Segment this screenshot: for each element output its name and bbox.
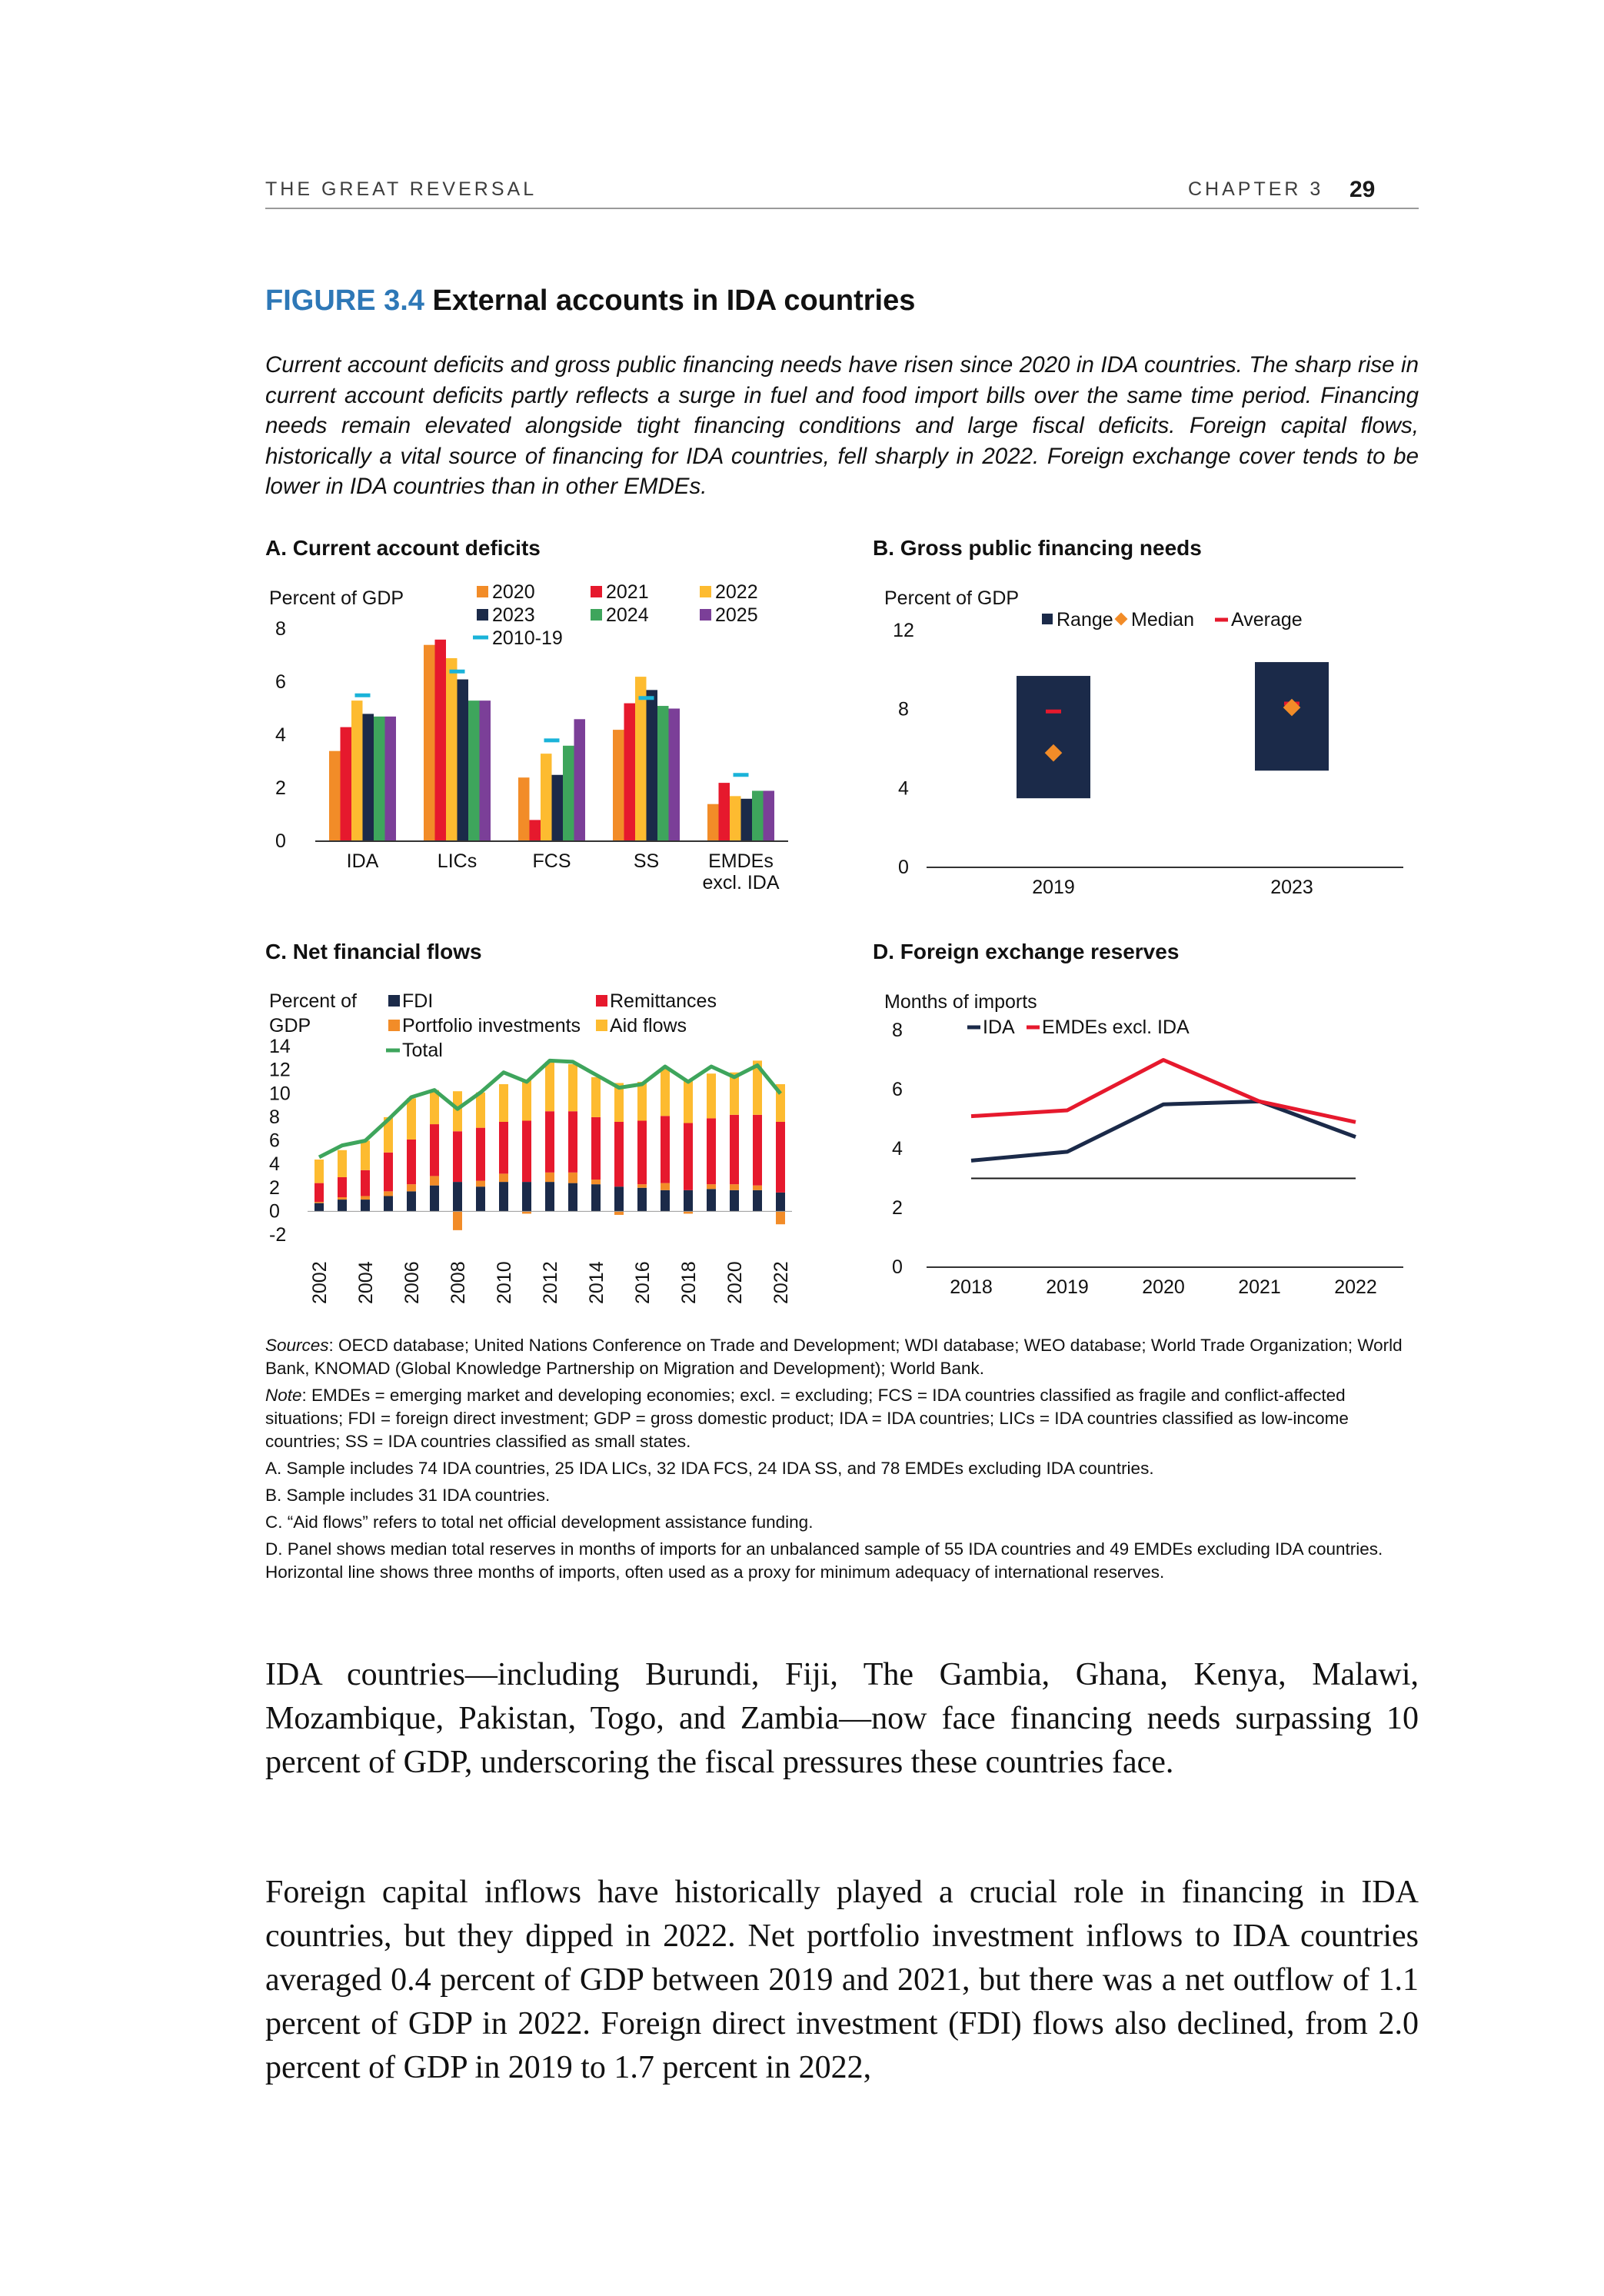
panel-c-ytick: 12	[269, 1059, 291, 1081]
sources-note: Sources: OECD database; United Nations Conference on Trade and Development; WDI database; WEO database; World Trade Organization; World Bank, KNOMAD (Global Knowledge Partnership on Migration and Development); World Bank.	[265, 1336, 1403, 1378]
panel-a-xtick: LICs	[437, 850, 478, 872]
panel-c-bar-fdi	[430, 1186, 439, 1212]
panel-c-bar-remittances	[730, 1115, 739, 1184]
panel-c-bar-fdi	[453, 1182, 462, 1211]
panel-c-bar-remittances	[338, 1177, 347, 1197]
panel-b-legend-label: Median	[1131, 609, 1194, 631]
panel-c-bar-aid-flows	[637, 1082, 647, 1121]
panel-c-bar-fdi	[407, 1191, 416, 1211]
panel-a-xtick: SS	[633, 850, 660, 872]
panel-c-legend-swatch-fdi	[388, 995, 400, 1007]
panel-b-range-2023	[1255, 662, 1329, 770]
panel-c-legend-label: Aid flows	[610, 1015, 687, 1037]
panel-d-xtick: 2022	[1334, 1276, 1377, 1298]
panel-c-bar-fdi	[661, 1190, 670, 1212]
panel-a-bar-2024	[563, 746, 574, 841]
panel-a-ytick: 6	[275, 671, 286, 693]
panel-b-ytick: 12	[893, 620, 914, 641]
panel-c-bar-fdi	[707, 1189, 716, 1211]
figure-notes	[265, 1334, 1419, 1588]
panel-c-ytick: 2	[269, 1176, 280, 1199]
panel-d-xtick: 2021	[1238, 1276, 1281, 1298]
panel-a-legend-label: 2022	[715, 581, 758, 603]
panel-c-bar-remittances	[545, 1111, 554, 1173]
panel-c-bar-portfolio-investments	[753, 1186, 762, 1190]
panel-b-legend-label: Range	[1057, 609, 1113, 631]
panel-c-bar-remittances	[753, 1115, 762, 1186]
panel-c-bar-fdi	[314, 1203, 324, 1212]
panel-c-xtick: 2004	[355, 1261, 377, 1304]
panel-c-xtick: 2008	[448, 1261, 469, 1304]
panel-d-ytick: 4	[892, 1138, 903, 1160]
panel-c-bar-portfolio-investments	[730, 1184, 739, 1190]
panel-b-legend-swatch-range	[1042, 614, 1053, 624]
panel-c-legend-label: Remittances	[610, 990, 717, 1012]
panel-c-xtick: 2018	[678, 1261, 700, 1304]
panel-c-bar-aid-flows	[407, 1098, 416, 1140]
panel-c-xtick: 2010	[494, 1261, 515, 1304]
figure-label: FIGURE 3.4	[265, 285, 424, 317]
panel-d-legend-label: EMDEs excl. IDA	[1042, 1017, 1190, 1038]
panel-a-bar-2022	[730, 796, 741, 841]
panel-a-current-account-deficits	[254, 531, 807, 915]
panel-c-bar-fdi	[684, 1190, 693, 1212]
panel-c-bar-fdi	[361, 1200, 370, 1211]
panel-c-bar-aid-flows	[568, 1064, 577, 1111]
panel-c-xtick: 2022	[770, 1261, 792, 1304]
panel-a-ylabel: Percent of GDP	[269, 587, 404, 609]
panel-b-ytick: 4	[898, 777, 909, 800]
panel-c-ylabel: Percent of	[269, 990, 357, 1012]
panel-c-bar-remittances	[637, 1120, 647, 1184]
panel-a-xtick: IDA	[346, 850, 379, 872]
panel-a-ytick: 2	[275, 777, 286, 799]
panel-a-legend-label: 2024	[606, 604, 649, 626]
panel-a-xtick: EMDEs	[708, 850, 774, 872]
panel-c-bar-portfolio-investments	[661, 1183, 670, 1190]
panel-c-xtick: 2012	[540, 1261, 561, 1304]
panel-c-bar-remittances	[453, 1131, 462, 1182]
panel-c-legend-label: FDI	[402, 990, 434, 1012]
panel-a-bar-2020	[613, 730, 624, 841]
panel-c-bar-portfolio-investments	[591, 1180, 601, 1184]
panel-c-bar-fdi	[730, 1190, 739, 1212]
panel-b-xtick: 2019	[1032, 877, 1075, 898]
panel-a-bar-2024	[752, 790, 764, 841]
note-panel-a: A. Sample includes 74 IDA countries, 25 IDA LICs, 32 IDA FCS, 24 IDA SS, and 78 EMDEs excluding IDA countries.	[265, 1459, 1154, 1478]
panel-b-title: B. Gross public financing needs	[873, 536, 1202, 560]
panel-c-ytick: 4	[269, 1153, 280, 1176]
panel-c-ytick: 10	[269, 1083, 291, 1105]
panel-c-bar-remittances	[361, 1170, 370, 1196]
panel-c-bar-aid-flows	[430, 1090, 439, 1124]
panel-c-bar-fdi	[338, 1200, 347, 1211]
page-number: 29	[1349, 177, 1376, 202]
panel-b-legend-label: Average	[1231, 609, 1303, 631]
panel-a-bar-2021	[624, 704, 636, 841]
panel-d-ytick: 2	[892, 1197, 903, 1219]
body-paragraph-1: IDA countries—including Burundi, Fiji, The Gambia, Ghana, Kenya, Malawi, Mozambique, Pakistan, Togo, and Zambia—now face financing needs surpassing 10 percent of GDP, underscoring the fiscal pressures these countries face.	[265, 1657, 1419, 1780]
panel-a-bar-2023	[458, 680, 469, 841]
panel-c-ytick: 8	[269, 1106, 280, 1128]
panel-c-bar-fdi	[384, 1196, 393, 1211]
panel-c-bar-portfolio-investments	[407, 1184, 416, 1191]
running-header-title: THE GREAT REVERSAL	[265, 178, 537, 200]
panel-b-gross-public-financing-needs	[857, 531, 1419, 915]
panel-c-legend-swatch-remittances	[596, 995, 607, 1007]
panel-c-legend-swatch-portfolio	[388, 1020, 400, 1031]
panel-c-xtick: 2014	[586, 1261, 607, 1304]
panel-c-legend-label: Portfolio investments	[402, 1015, 581, 1037]
panel-c-xtick: 2016	[632, 1261, 654, 1304]
panel-a-bar-2022	[541, 754, 552, 841]
panel-a-legend-swatch-2024	[591, 609, 602, 621]
panel-a-title: A. Current account deficits	[265, 536, 541, 560]
note-panel-b: B. Sample includes 31 IDA countries.	[265, 1486, 551, 1505]
panel-c-net-financial-flows	[254, 934, 807, 1319]
panel-c-bar-aid-flows	[476, 1093, 485, 1128]
panel-c-bar-remittances	[384, 1153, 393, 1192]
panel-c-bar-portfolio-investments	[430, 1176, 439, 1185]
panel-c-bar-fdi	[545, 1182, 554, 1211]
panel-a-bar-2022	[635, 677, 647, 841]
panel-c-bar-fdi	[522, 1182, 531, 1211]
running-header	[265, 177, 1419, 209]
panel-b-ylabel: Percent of GDP	[884, 587, 1020, 609]
definitions-note: Note: EMDEs = emerging market and developing economies; excl. = excluding; FCS = IDA countries classified as fragile and conflict-affected situations; FDI = foreign direct investment; GDP = gross domestic product; IDA = IDA countries; LICs = IDA countries classified as low-income countries; SS = IDA countries classified as small states.	[265, 1386, 1349, 1451]
panel-c-ytick: 0	[269, 1200, 280, 1223]
panel-a-legend-swatch-2023	[477, 609, 488, 621]
panel-d-ytick: 0	[892, 1256, 903, 1278]
panel-a-legend-swatch-2021	[591, 586, 602, 597]
panel-a-bar-2022	[446, 658, 458, 841]
panel-d-ylabel: Months of imports	[884, 991, 1037, 1013]
panel-a-bar-2023	[647, 690, 658, 841]
panel-a-ytick: 8	[275, 618, 286, 640]
panel-c-bar-remittances	[591, 1117, 601, 1180]
panel-b-legend-swatch-median	[1115, 613, 1128, 626]
panel-b-ytick: 0	[898, 857, 909, 878]
panel-d-xtick: 2019	[1046, 1276, 1089, 1298]
panel-c-bar-remittances	[407, 1140, 416, 1184]
panel-a-bar-2023	[363, 714, 374, 841]
panel-d-ytick: 8	[892, 1020, 903, 1041]
panel-c-bar-aid-flows	[591, 1077, 601, 1117]
panel-c-bar-aid-flows	[453, 1091, 462, 1131]
panel-c-ylabel: GDP	[269, 1015, 311, 1037]
panel-c-bar-portfolio-investments	[545, 1173, 554, 1182]
panel-a-legend-swatch-2020	[477, 586, 488, 597]
panel-c-bar-portfolio-investments	[499, 1173, 508, 1182]
panel-a-bar-2022	[351, 700, 363, 841]
figure-title	[265, 285, 915, 318]
body-paragraph-2: Foreign capital inflows have historically played a crucial role in financing in IDA countries, but they dipped in 2022. Net portfolio investment inflows to IDA countries averaged 0.4 percent of GDP between 2019 and 2021, but there was a net outflow of 1.1 percent of GDP in 2022. Foreign direct investment (FDI) flows also declined, from 2.0 percent of GDP in 2019 to 1.7 percent in 2022,	[265, 1875, 1419, 2085]
figure-caption: Current account deficits and gross public financing needs have risen since 2020 in IDA countries. The sharp rise in current account deficits partly reflects a surge in fuel and food import bills over the same time period. Financing needs remain elevated alongside tight financing conditions and large fiscal deficits. Foreign capital flows, historically a vital source of financing for IDA countries, fell sharply in 2022. Foreign exchange cover tends to be lower in IDA countries than in other EMDEs.	[265, 352, 1419, 499]
panel-c-bar-fdi	[568, 1183, 577, 1212]
panel-c-bar-portfolio-investments	[614, 1211, 624, 1215]
figure-title-text: External accounts in IDA countries	[432, 285, 916, 317]
panel-d-foreign-exchange-reserves	[857, 934, 1419, 1319]
panel-c-legend-label: Total	[402, 1040, 443, 1061]
panel-a-bar-2021	[435, 640, 447, 841]
panel-a-legend-label: 2021	[606, 581, 649, 603]
panel-c-bar-portfolio-investments	[568, 1173, 577, 1183]
note-panel-c: C. “Aid flows” refers to total net official development assistance funding.	[265, 1512, 814, 1532]
panel-c-bar-aid-flows	[522, 1080, 531, 1121]
panel-c-bar-portfolio-investments	[707, 1184, 716, 1189]
panel-c-bar-fdi	[476, 1186, 485, 1211]
panel-c-bar-remittances	[522, 1120, 531, 1182]
panel-c-bar-aid-flows	[545, 1062, 554, 1111]
panel-c-bar-portfolio-investments	[361, 1196, 370, 1200]
panel-c-legend-swatch-aid	[596, 1020, 607, 1031]
panel-c-bar-remittances	[707, 1118, 716, 1184]
panel-d-legend-label: IDA	[983, 1017, 1015, 1038]
panel-c-bar-portfolio-investments	[314, 1202, 324, 1203]
panel-a-legend-label: 2010-19	[492, 627, 563, 649]
note-panel-d: D. Panel shows median total reserves in months of imports for an unbalanced sample of 55 IDA countries and 49 EMDEs excluding IDA countries. Horizontal line shows three months of imports, often used as a proxy for minimum adequacy of international reserves.	[265, 1539, 1383, 1582]
panel-a-bar-2024	[657, 706, 669, 841]
panel-c-bar-aid-flows	[338, 1150, 347, 1177]
panel-c-ytick: 14	[269, 1036, 291, 1057]
panel-a-bar-2025	[574, 719, 586, 841]
panel-a-xtick: excl. IDA	[702, 872, 780, 893]
panel-a-bar-2021	[341, 727, 352, 841]
panel-c-ytick: 6	[269, 1130, 280, 1152]
panel-d-xtick: 2020	[1142, 1276, 1185, 1298]
panel-a-legend-label: 2025	[715, 604, 758, 626]
panel-a-bar-2024	[374, 717, 385, 841]
panel-a-ytick: 4	[275, 724, 286, 746]
panel-c-bar-aid-flows	[684, 1080, 693, 1123]
panel-c-bar-fdi	[776, 1193, 785, 1212]
panel-a-bar-2025	[385, 717, 397, 841]
panel-c-bar-fdi	[591, 1184, 601, 1211]
panel-c-bar-remittances	[661, 1116, 670, 1183]
panel-c-title: C. Net financial flows	[265, 940, 482, 963]
panel-c-bar-fdi	[499, 1182, 508, 1211]
panel-b-range-2019	[1017, 676, 1090, 798]
panel-a-bar-2025	[480, 700, 491, 841]
panel-c-bar-fdi	[637, 1188, 647, 1212]
panel-c-xtick: 2020	[724, 1261, 746, 1304]
panel-c-bar-fdi	[753, 1190, 762, 1212]
panel-a-xtick: FCS	[532, 850, 571, 872]
panel-c-bar-portfolio-investments	[453, 1211, 462, 1230]
panel-d-xtick: 2018	[950, 1276, 993, 1298]
panel-c-bar-portfolio-investments	[776, 1211, 785, 1224]
panel-c-bar-aid-flows	[314, 1160, 324, 1183]
panel-c-bar-remittances	[430, 1124, 439, 1176]
panel-a-legend-label: 2020	[492, 581, 535, 603]
panel-a-bar-2020	[424, 645, 435, 841]
panel-a-bar-2021	[719, 783, 730, 841]
panel-c-bar-remittances	[499, 1122, 508, 1173]
panel-a-bar-2024	[468, 700, 480, 841]
panel-a-bar-2023	[552, 775, 564, 841]
panel-c-bar-aid-flows	[707, 1073, 716, 1118]
note-label: Note	[265, 1386, 302, 1405]
panel-c-bar-remittances	[776, 1122, 785, 1193]
panel-c-xtick: 2002	[309, 1261, 331, 1304]
panel-c-bar-portfolio-investments	[384, 1191, 393, 1196]
panel-c-bar-portfolio-investments	[476, 1181, 485, 1187]
panel-c-bar-aid-flows	[499, 1084, 508, 1122]
panel-c-bar-remittances	[568, 1111, 577, 1173]
panel-a-bar-2025	[764, 790, 775, 841]
panel-d-ytick: 6	[892, 1079, 903, 1100]
panel-a-bar-2020	[329, 751, 341, 841]
panel-c-bar-remittances	[476, 1128, 485, 1181]
panel-a-ytick: 0	[275, 830, 286, 852]
panel-c-ytick: -2	[269, 1224, 287, 1246]
panel-c-bar-remittances	[614, 1122, 624, 1186]
panel-a-bar-2023	[741, 799, 753, 841]
running-header-chapter: CHAPTER 3	[1188, 178, 1324, 200]
panel-c-xtick: 2006	[401, 1261, 423, 1304]
panel-d-title: D. Foreign exchange reserves	[873, 940, 1180, 963]
panel-c-bar-aid-flows	[361, 1141, 370, 1170]
panel-a-legend-swatch-2025	[700, 609, 711, 621]
panel-c-bar-fdi	[614, 1186, 624, 1211]
panel-c-bar-remittances	[314, 1183, 324, 1203]
panel-c-bar-remittances	[684, 1123, 693, 1190]
panel-b-xtick: 2023	[1270, 877, 1313, 898]
panel-c-bar-portfolio-investments	[637, 1184, 647, 1188]
panel-b-ytick: 8	[898, 698, 909, 720]
panel-a-bar-2020	[707, 804, 719, 841]
panel-a-bar-2020	[518, 777, 530, 841]
panel-a-legend-label: 2023	[492, 604, 535, 626]
panel-d-line-emdes-excl-ida	[971, 1060, 1356, 1123]
panel-a-bar-2021	[530, 820, 541, 841]
panel-c-bar-portfolio-investments	[338, 1197, 347, 1200]
panel-a-bar-2025	[669, 709, 681, 842]
panel-a-legend-swatch-2022	[700, 586, 711, 597]
panel-c-bar-aid-flows	[661, 1068, 670, 1116]
sources-label: Sources	[265, 1336, 329, 1355]
